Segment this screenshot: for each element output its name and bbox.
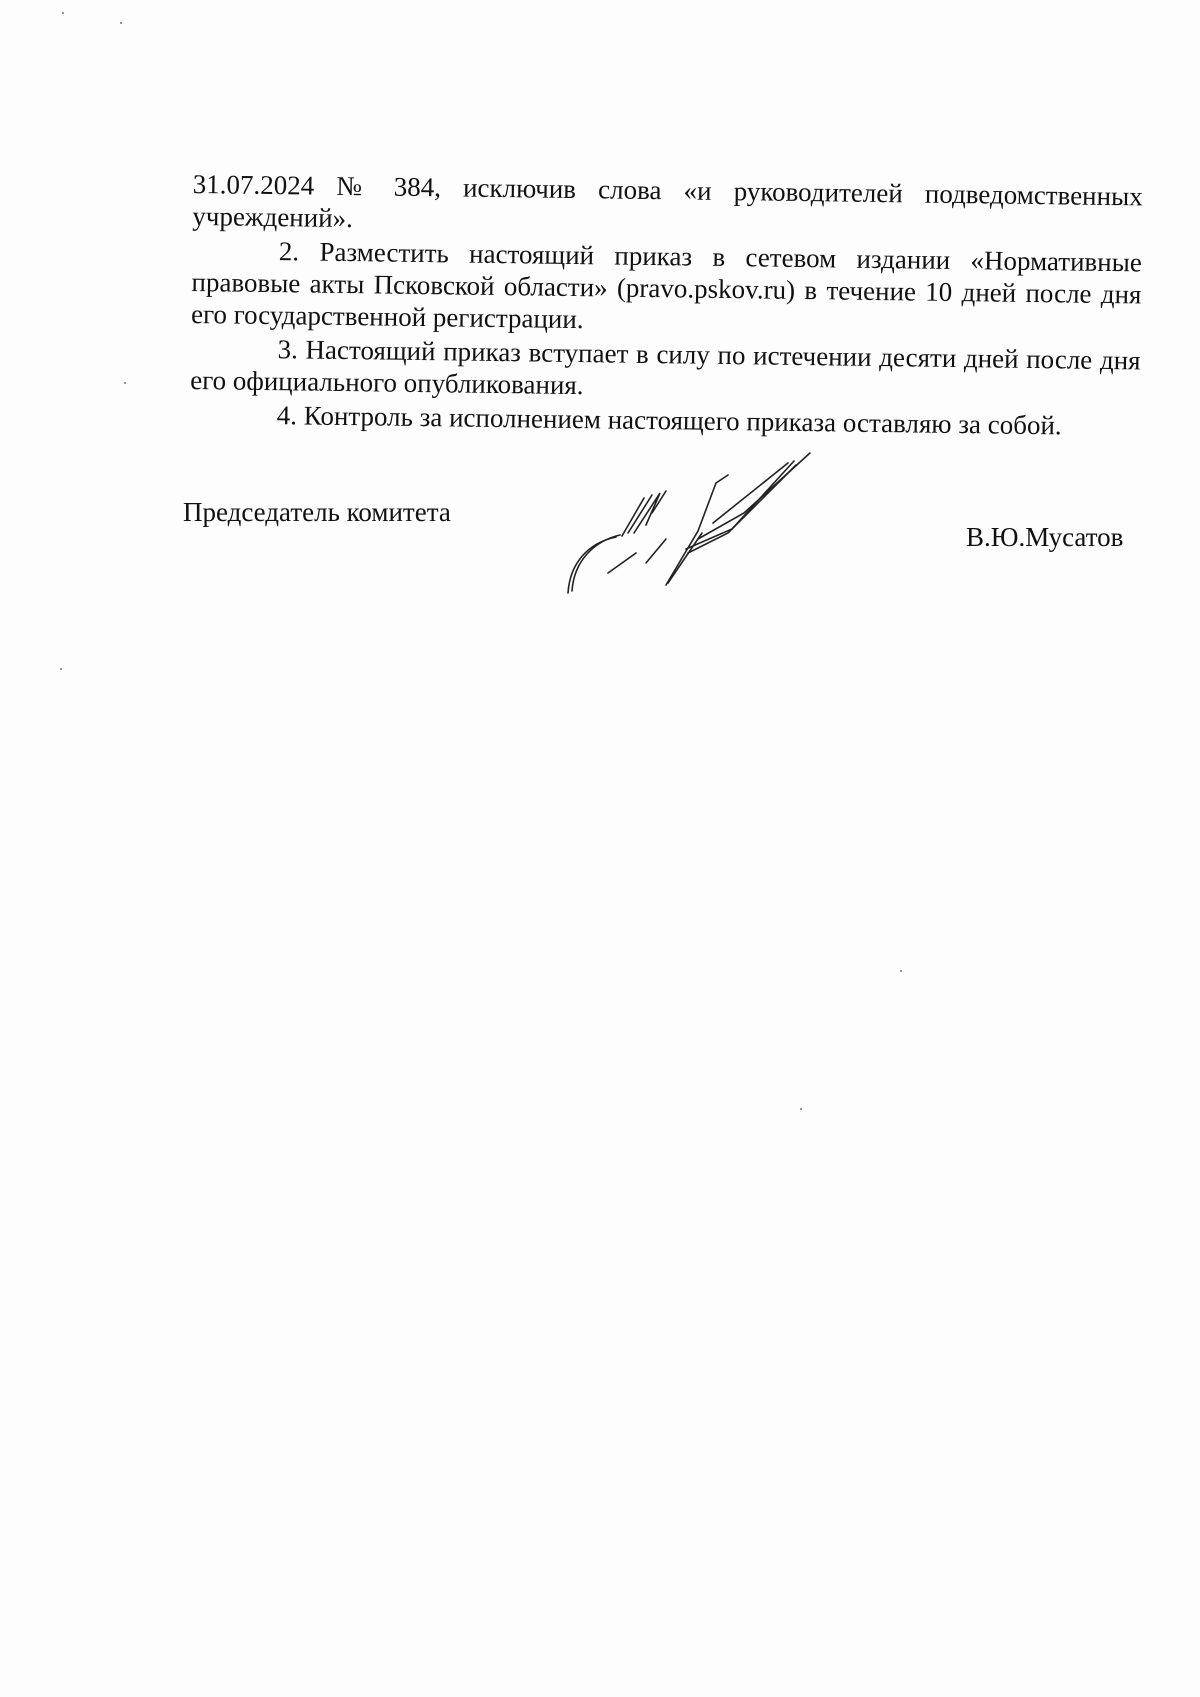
document-body (190, 168, 1143, 444)
scan-speck (900, 970, 902, 972)
paragraph-item-2: 2. Разместить настоящий приказ в сетевом издании «Нормативные правовые акты Псковской области» (pravo.pskov.ru) в течение 10 дней после дня его государственной регистрации. (190, 236, 1143, 335)
paragraph-continuation: 31.07.2024 № 384, исключив слова «и руководителей подведомственных учреждений». (192, 168, 1143, 234)
scan-speck (120, 22, 122, 24)
paragraph-item-4: 4. Контроль за исполнением настоящего приказа оставляю за собой. (276, 400, 1062, 441)
signatory-position: Председатель комитета (183, 497, 451, 527)
signatory-name: В.Ю.Мусатов (966, 522, 1124, 552)
handwritten-signature (548, 443, 848, 603)
scan-speck (800, 1108, 802, 1110)
scan-speck (62, 12, 64, 14)
scan-speck (124, 382, 126, 384)
paragraph-item-3: 3. Настоящий приказ вступает в силу по истечении десяти дней после дня его официального опубликования. (190, 334, 1141, 401)
scan-speck (60, 668, 62, 670)
